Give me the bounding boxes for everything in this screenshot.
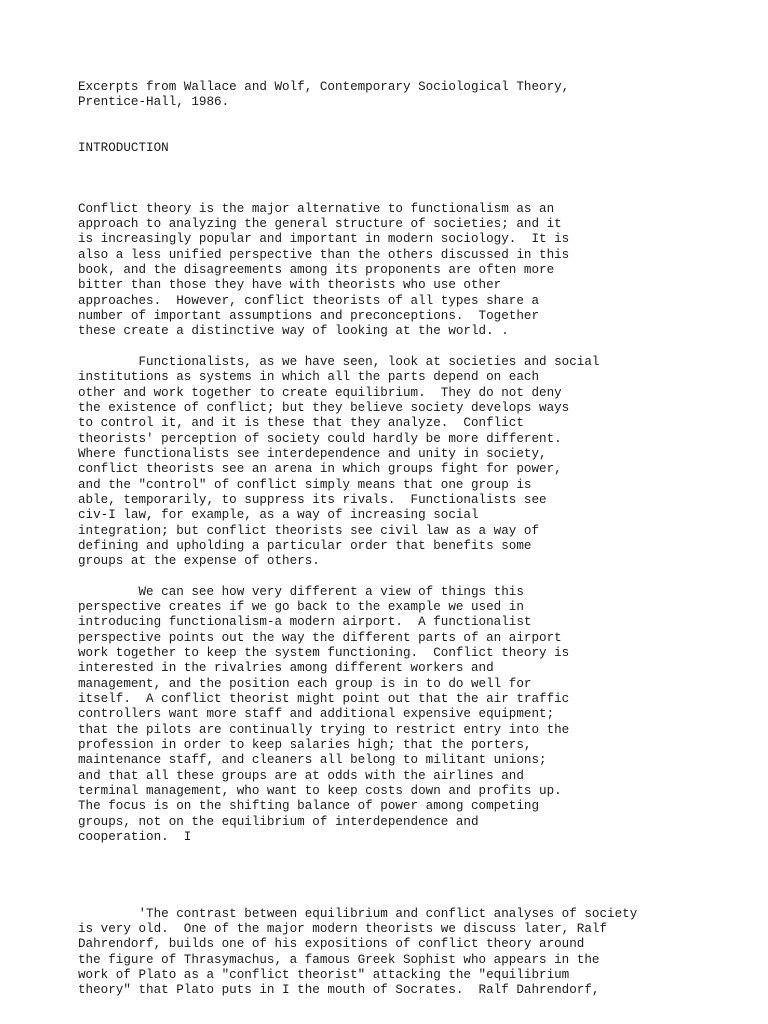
footnote-line: the figure of Thrasymachus, a famous Greek Sophist who appears in the bbox=[78, 953, 600, 967]
text-line: The focus is on the shifting balance of power among competing bbox=[78, 799, 540, 813]
text-line: these create a distinctive way of looking at the world. . bbox=[78, 324, 509, 338]
text-line: conflict theorists see an arena in which groups fight for power, bbox=[78, 462, 562, 476]
text-line: profession in order to keep salaries high; that the porters, bbox=[78, 738, 532, 752]
text-line: Conflict theory is the major alternative to functionalism as an bbox=[78, 202, 555, 216]
text-line: number of important assumptions and preconceptions. Together bbox=[78, 309, 540, 323]
footnote-line: Dahrendorf, builds one of his expositions of conflict theory around bbox=[78, 937, 585, 951]
text-line: and that all these groups are at odds with the airlines and bbox=[78, 769, 524, 783]
text-line: other and work together to create equilibrium. They do not deny bbox=[78, 386, 562, 400]
text-line: to control it, and it is these that they analyze. Conflict bbox=[78, 416, 524, 430]
text-line: perspective points out the way the different parts of an airport bbox=[78, 631, 562, 645]
text-line: approach to analyzing the general structure of societies; and it bbox=[78, 217, 562, 231]
footnote-line: is very old. One of the major modern theorists we discuss later, Ralf bbox=[78, 922, 608, 936]
text-line: integration; but conflict theorists see civil law as a way of bbox=[78, 524, 540, 538]
text-line: management, and the position each group is in to do well for bbox=[78, 677, 532, 691]
text-line: also a less unified perspective than the others discussed in this bbox=[78, 248, 570, 262]
text-line: terminal management, who want to keep costs down and profits up. bbox=[78, 784, 562, 798]
text-line: Where functionalists see interdependence and unity in society, bbox=[78, 447, 547, 461]
text-line: itself. A conflict theorist might point out that the air traffic bbox=[78, 692, 570, 706]
text-line: groups, not on the equilibrium of interdependence and bbox=[78, 815, 479, 829]
text-line: the existence of conflict; but they believe society develops ways bbox=[78, 401, 570, 415]
footnote-line: 'The contrast between equilibrium and conflict analyses of society bbox=[78, 907, 638, 921]
text-line: groups at the expense of others. bbox=[78, 554, 320, 568]
text-line: theorists' perception of society could hardly be more different. bbox=[78, 432, 562, 446]
text-line: We can see how very different a view of things this bbox=[78, 585, 524, 599]
text-line: maintenance staff, and cleaners all belong to militant unions; bbox=[78, 753, 547, 767]
citation-line: Prentice-Hall, 1986. bbox=[78, 95, 230, 109]
text-line: perspective creates if we go back to the example we used in bbox=[78, 600, 524, 614]
text-line: book, and the disagreements among its proponents are often more bbox=[78, 263, 555, 277]
citation-line: Excerpts from Wallace and Wolf, Contemporary Sociological Theory, bbox=[78, 80, 570, 94]
text-line: approaches. However, conflict theorists of all types share a bbox=[78, 294, 540, 308]
text-line: and the "control" of conflict simply means that one group is bbox=[78, 478, 532, 492]
text-line: civ-I law, for example, as a way of increasing social bbox=[78, 508, 479, 522]
text-line: work together to keep the system functioning. Conflict theory is bbox=[78, 646, 570, 660]
text-line: able, temporarily, to suppress its rivals. Functionalists see bbox=[78, 493, 547, 507]
text-line: defining and upholding a particular order that benefits some bbox=[78, 539, 532, 553]
text-line: cooperation. I bbox=[78, 830, 192, 844]
footnote-line: work of Plato as a "conflict theorist" attacking the "equilibrium bbox=[78, 968, 570, 982]
text-line: that the pilots are continually trying to restrict entry into the bbox=[78, 723, 570, 737]
footnote-line: theory" that Plato puts in I the mouth of Socrates. Ralf Dahrendorf, bbox=[78, 983, 600, 997]
section-heading: INTRODUCTION bbox=[78, 141, 169, 155]
text-line: controllers want more staff and additional expensive equipment; bbox=[78, 707, 555, 721]
text-line: bitter than those they have with theorists who use other bbox=[78, 278, 502, 292]
text-line: Functionalists, as we have seen, look at societies and social bbox=[78, 355, 600, 369]
text-line: is increasingly popular and important in modern sociology. It is bbox=[78, 232, 570, 246]
text-line: introducing functionalism-a modern airport. A functionalist bbox=[78, 615, 532, 629]
text-line: institutions as systems in which all the parts depend on each bbox=[78, 370, 540, 384]
text-line: interested in the rivalries among different workers and bbox=[78, 661, 494, 675]
